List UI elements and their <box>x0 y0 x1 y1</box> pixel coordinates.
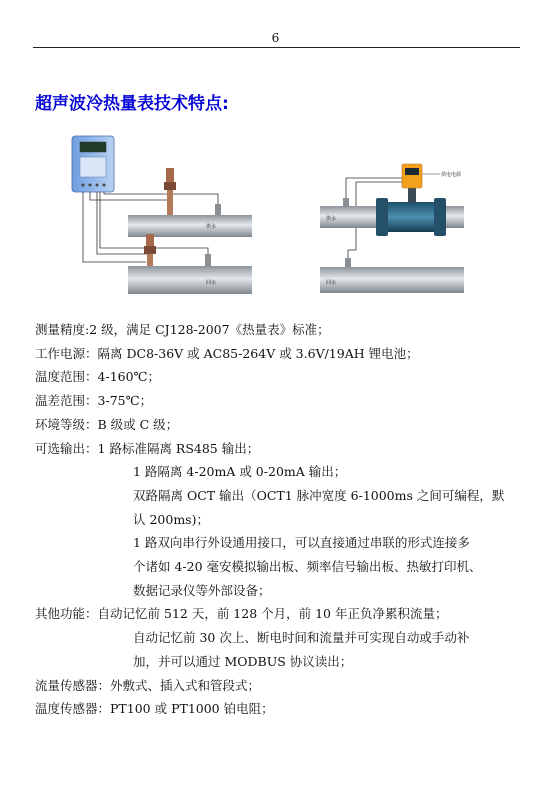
spec-value: 自动记忆前 512 天，前 128 个月，前 10 年正负净累积流量； <box>97 606 448 622</box>
spec-label: 温差范围： <box>35 393 98 409</box>
return-pipe <box>320 267 464 293</box>
spec-value: 隔离 DC8-36V 或 AC85-264V 或 3.6V/19AH 锂电池； <box>97 345 419 361</box>
supply-pipe <box>128 215 252 237</box>
spec-line <box>35 674 525 698</box>
spec-label: 流量传感器： <box>35 677 111 693</box>
spec-line <box>35 531 525 555</box>
figures <box>0 130 551 310</box>
spec-value: 认 200ms)； <box>133 511 209 527</box>
svg-text:供水: 供水 <box>326 216 337 222</box>
spec-value: 1 路隔离 4-20mA 或 0-20mA 输出； <box>133 464 347 480</box>
spec-value: 数据记录仪等外部设备； <box>133 582 271 598</box>
spec-value: 加，并可以通过 MODBUS 协议读出； <box>133 653 353 669</box>
spec-line <box>35 460 525 484</box>
spec-line <box>35 389 525 413</box>
transducer-icon <box>166 168 174 182</box>
spec-value: 个诸如 4-20 毫安模拟输出板、频率信号输出板、热敏打印机、 <box>133 559 482 575</box>
temperature-sensor-icon <box>345 258 351 268</box>
spec-value: 自动记忆前 30 次上、断电时间和流量并可实现自动或手动补 <box>133 630 470 646</box>
spec-value: 1 路双向串行外设通用接口，可以直接通过串联的形式连接多 <box>133 535 470 551</box>
spec-label: 环境等级： <box>35 416 98 432</box>
spec-line <box>35 318 525 342</box>
specs-list <box>35 318 525 721</box>
spec-value: 4-160℃； <box>97 369 161 385</box>
svg-text:回水: 回水 <box>326 280 337 286</box>
meter-display-icon <box>80 142 106 152</box>
transducer-icon <box>146 234 154 246</box>
spec-line <box>35 342 525 366</box>
spec-value: B 级或 C 级； <box>97 416 179 432</box>
spec-value: PT100 或 PT1000 铂电阻； <box>110 701 274 717</box>
meter-display-icon <box>405 168 419 175</box>
svg-text:供水: 供水 <box>206 224 217 230</box>
spec-value: 外敷式、插入式和管段式； <box>110 677 261 693</box>
spec-label: 测量精度: <box>35 322 90 337</box>
pipe-section-meter-diagram <box>316 160 468 300</box>
spec-label: 温度范围： <box>35 369 98 385</box>
spec-label: 温度传感器： <box>35 701 111 717</box>
temperature-sensor-icon <box>215 204 221 215</box>
spec-line <box>35 508 525 532</box>
spec-value: 3-75℃； <box>97 393 153 409</box>
section-title: 超声波冷热量表技术特点: <box>35 94 229 114</box>
meter-body <box>388 202 434 232</box>
page-number: 6 <box>271 31 280 45</box>
temperature-sensor-icon <box>205 254 211 266</box>
spec-label: 可选输出： <box>35 440 98 456</box>
spec-line <box>35 413 525 437</box>
spec-line <box>35 437 525 461</box>
spec-value: 双路隔离 OCT 输出（OCT1 脉冲宽度 6-1000ms 之间可编程，默 <box>133 487 505 503</box>
spec-line <box>35 650 525 674</box>
return-pipe <box>128 266 252 294</box>
spec-line <box>35 365 525 389</box>
spec-value: 1 路标准隔离 RS485 输出； <box>97 440 260 456</box>
spec-line <box>35 626 525 650</box>
header-rule <box>33 47 520 48</box>
spec-line <box>35 579 525 603</box>
spec-label: 其他功能： <box>35 606 98 622</box>
svg-text:回水: 回水 <box>206 280 217 286</box>
spec-line <box>35 555 525 579</box>
svg-text:供电电源: 供电电源 <box>441 172 462 178</box>
spec-line <box>35 484 525 508</box>
temperature-sensor-icon <box>343 198 349 207</box>
wall-mounted-meter-diagram <box>58 130 258 302</box>
spec-line <box>35 697 525 721</box>
spec-label: 工作电源： <box>35 345 98 361</box>
spec-line <box>35 602 525 626</box>
meter-head-icon <box>402 164 422 188</box>
spec-value: 2 级，满足 CJ128-2007《热量表》标准； <box>89 322 330 337</box>
